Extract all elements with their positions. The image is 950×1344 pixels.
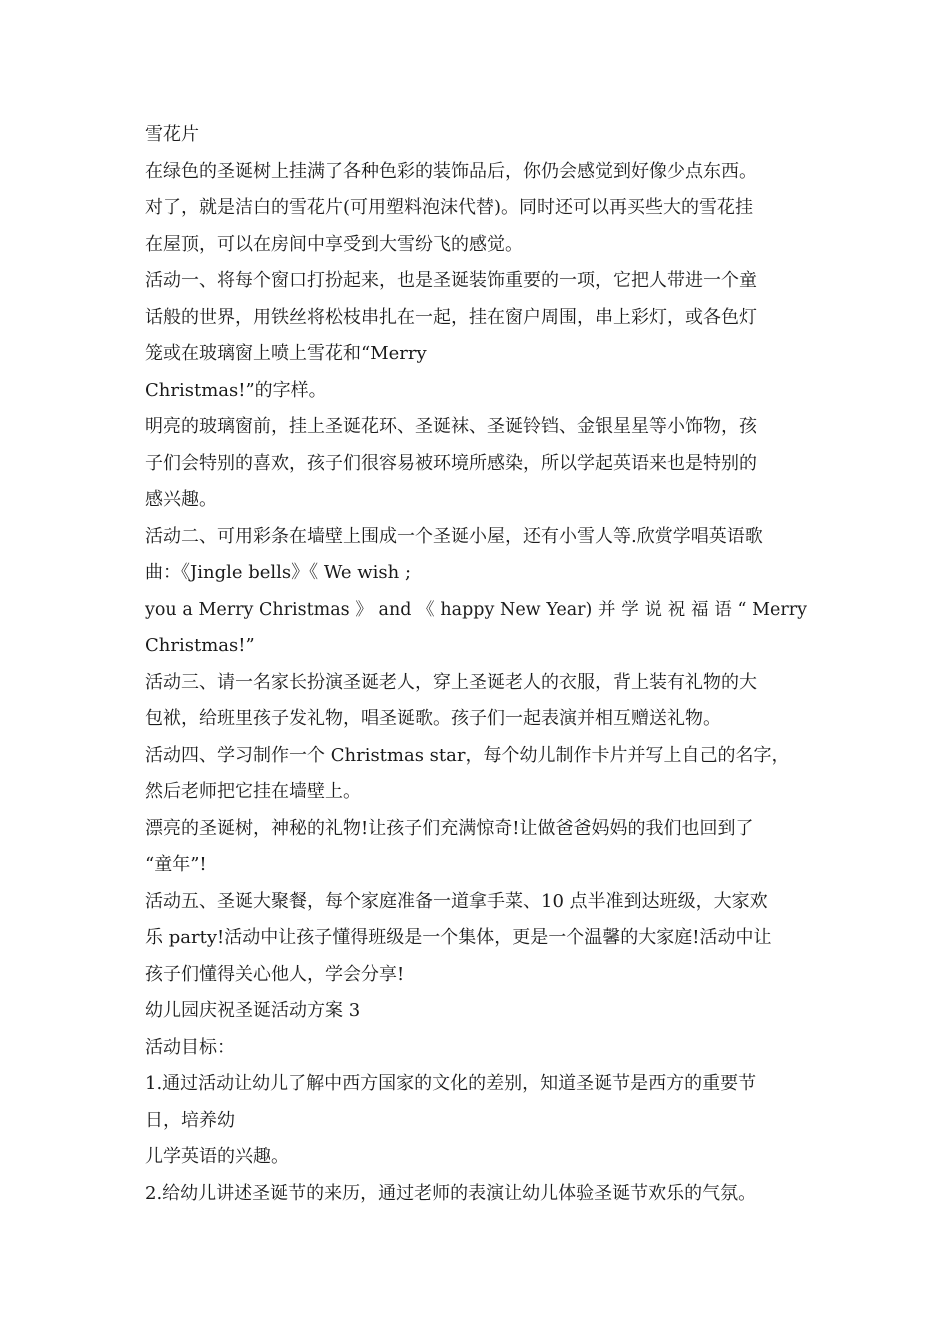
text-line: 孩子们懂得关心他人，学会分享!	[145, 963, 405, 985]
text-line: 活动三、请一名家长扮演圣诞老人，穿上圣诞老人的衣服，背上装有礼物的大	[145, 671, 757, 693]
text-line: 在绿色的圣诞树上挂满了各种色彩的装饰品后，你仍会感觉到好像少点东西。	[145, 160, 757, 182]
text-line: 日，培养幼	[145, 1109, 235, 1131]
text-line: 包袱，给班里孩子发礼物，唱圣诞歌。孩子们一起表演并相互赠送礼物。	[145, 708, 721, 729]
text-line: “童年”!	[145, 854, 207, 875]
text-line: 活动一、将每个窗口打扮起来，也是圣诞装饰重要的一项，它把人带进一个童	[145, 270, 757, 291]
text-line: Christmas!”的字样。	[145, 379, 327, 401]
text-line: 然后老师把它挂在墙壁上。	[145, 781, 361, 802]
text-line: 漂亮的圣诞树，神秘的礼物!让孩子们充满惊奇!让做爸爸妈妈的我们也回到了	[145, 817, 754, 839]
text-line: 子们会特别的喜欢，孩子们很容易被环境所感染，所以学起英语来也是特别的	[145, 452, 757, 474]
text-line: 曲：《Jingle bells》《 We wish ;	[145, 562, 412, 583]
text-line: 明亮的玻璃窗前，挂上圣诞花环、圣诞袜、圣诞铃铛、金银星星等小饰物，孩	[145, 416, 757, 437]
document-body	[145, 117, 807, 1212]
text-line: 感兴趣。	[145, 489, 217, 510]
text-line: Christmas!”	[145, 635, 255, 656]
text-line: 在屋顶，可以在房间中享受到大雪纷飞的感觉。	[145, 233, 523, 255]
text-line: 活动四、学习制作一个 Christmas star，每个幼儿制作卡片并写上自己的名字，	[145, 744, 790, 766]
text-line: 话般的世界，用铁丝将松枝串扎在一起，挂在窗户周围，串上彩灯，或各色灯	[145, 306, 757, 328]
text-line: 活动目标：	[145, 1036, 235, 1058]
text-line: you a Merry Christmas 》 and 《 happy New Year) 并 学 说 祝 福 语 “ Merry	[145, 599, 807, 620]
text-line: 2.给幼儿讲述圣诞节的来历，通过老师的表演让幼儿体验圣诞节欢乐的气氛。	[145, 1182, 757, 1204]
text-line: 1.通过活动让幼儿了解中西方国家的文化的差别，知道圣诞节是西方的重要节	[145, 1073, 757, 1094]
text-line: 儿学英语的兴趣。	[145, 1146, 289, 1167]
text-line: 雪花片	[145, 124, 199, 145]
text-line: 对了，就是洁白的雪花片(可用塑料泡沫代替)。同时还可以再买些大的雪花挂	[145, 197, 754, 218]
text-line: 乐 party!活动中让孩子懂得班级是一个集体，更是一个温馨的大家庭!活动中让	[145, 927, 772, 948]
text-line: 活动二、可用彩条在墙壁上围成一个圣诞小屋，还有小雪人等.欣赏学唱英语歌	[145, 525, 763, 547]
text-line: 笼或在玻璃窗上喷上雪花和“Merry	[145, 343, 427, 364]
section-heading: 幼儿园庆祝圣诞活动方案 3	[145, 1000, 361, 1021]
text-line: 活动五、圣诞大聚餐，每个家庭准备一道拿手菜、10 点半准到达班级，大家欢	[145, 890, 768, 912]
